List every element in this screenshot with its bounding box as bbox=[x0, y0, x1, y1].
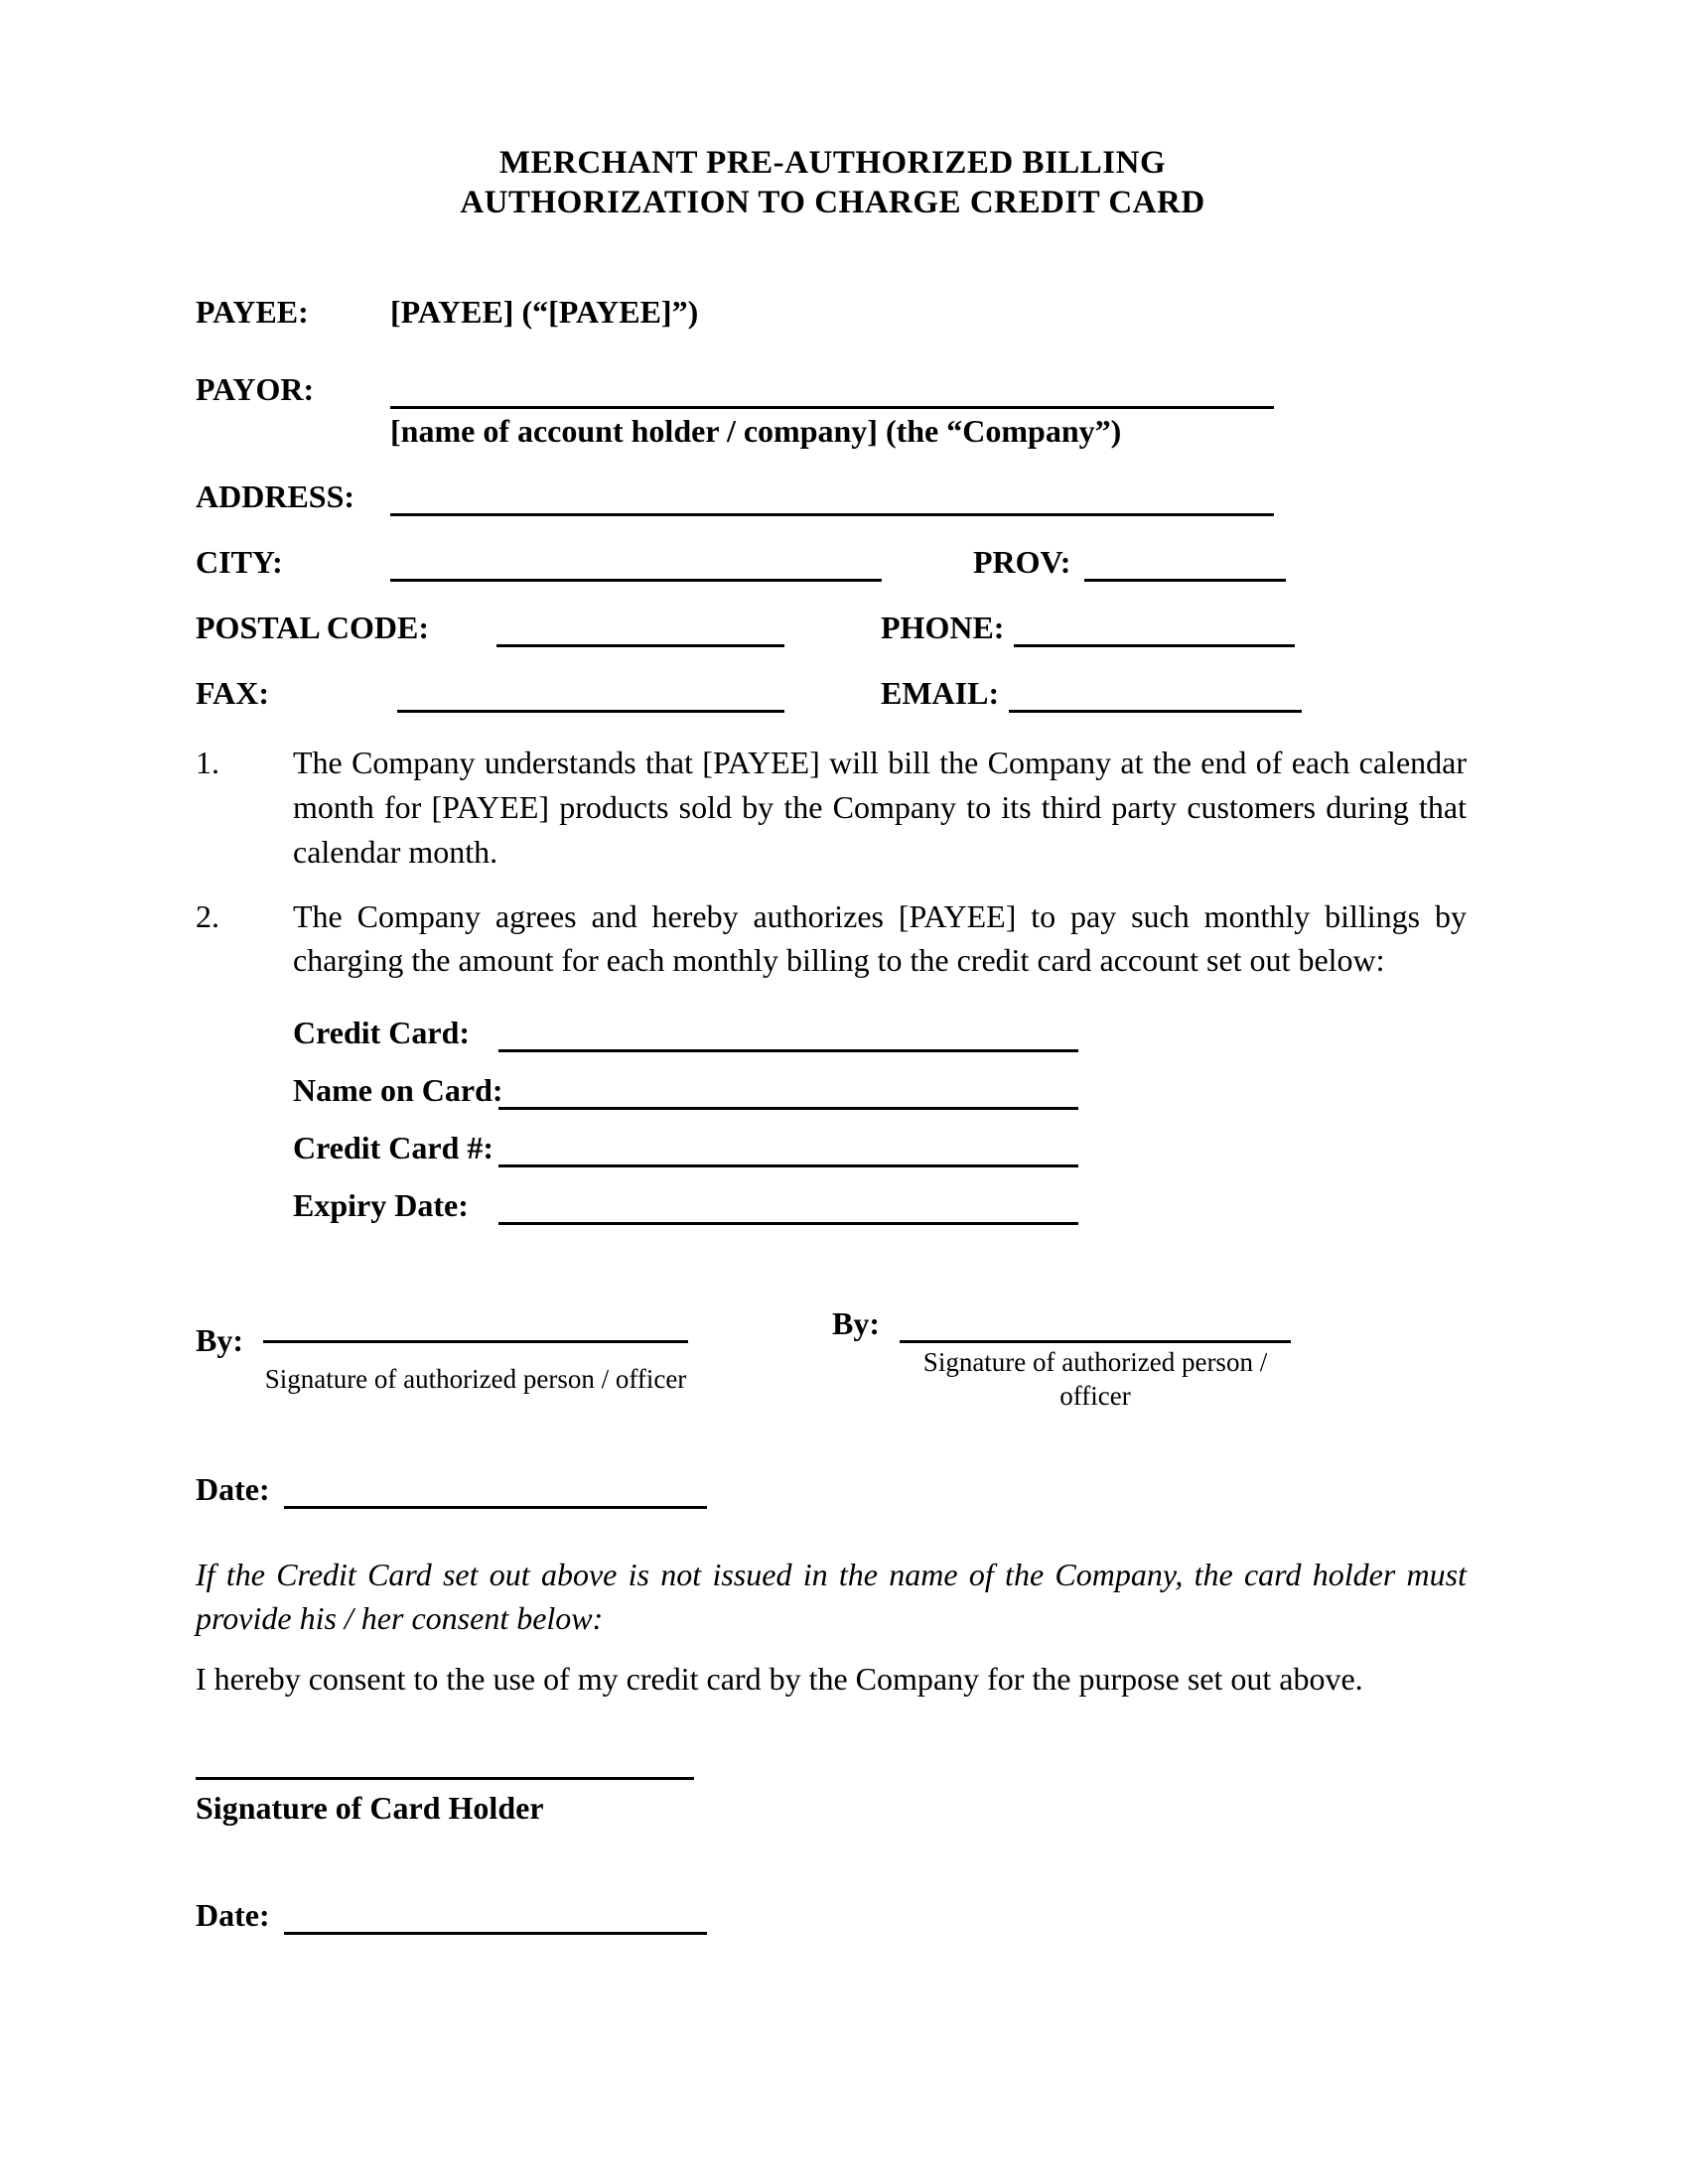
credit-card-number-blank-line bbox=[498, 1125, 1078, 1167]
address-blank-line bbox=[390, 474, 1274, 516]
name-on-card-row bbox=[293, 1064, 1470, 1110]
cardholder-date-label: Date: bbox=[196, 1897, 270, 1934]
date-blank-line bbox=[284, 1466, 707, 1509]
postal-code-blank-line bbox=[496, 605, 784, 647]
expiry-date-row bbox=[293, 1179, 1470, 1225]
payee-label: PAYEE: bbox=[196, 294, 309, 331]
name-on-card-label: Name on Card: bbox=[293, 1072, 503, 1109]
credit-card-type-label: Credit Card: bbox=[293, 1015, 471, 1051]
email-blank-line bbox=[1009, 670, 1302, 713]
credit-card-number-label: Credit Card #: bbox=[293, 1130, 494, 1166]
clause-2-number: 2. bbox=[196, 897, 219, 934]
credit-card-number-row bbox=[293, 1122, 1470, 1167]
phone-blank-line bbox=[1014, 605, 1295, 647]
signature-block-right bbox=[832, 1295, 1291, 1414]
clause-1-number: 1. bbox=[196, 745, 219, 781]
payee-value: [PAYEE] (“[PAYEE]”) bbox=[390, 294, 699, 331]
cardholder-signature-block bbox=[196, 1777, 1470, 1828]
prov-blank-line bbox=[1084, 539, 1286, 582]
by-label-left: By: bbox=[196, 1322, 243, 1359]
cardholder-signature-label: Signature of Card Holder bbox=[196, 1790, 544, 1827]
address-label: ADDRESS: bbox=[196, 478, 355, 515]
signature-block-left bbox=[196, 1295, 688, 1414]
address-row bbox=[196, 471, 1470, 516]
document-title-line2: AUTHORIZATION TO CHARGE CREDIT CARD bbox=[460, 184, 1205, 220]
document-title bbox=[196, 144, 1470, 222]
signature-blank-line-right bbox=[900, 1295, 1291, 1343]
fax-blank-line bbox=[397, 670, 784, 713]
fax-label: FAX: bbox=[196, 675, 270, 712]
credit-card-type-row bbox=[293, 1007, 1470, 1052]
payor-caption: [name of account holder / company] (the “Company”) bbox=[390, 413, 1122, 450]
city-blank-line bbox=[390, 539, 882, 582]
date-label: Date: bbox=[196, 1470, 270, 1507]
cardholder-signature-blank-line bbox=[196, 1777, 694, 1780]
payor-label: PAYOR: bbox=[196, 371, 315, 408]
city-prov-row bbox=[196, 536, 1470, 582]
signature-caption-right: Signature of authorized person / officer bbox=[922, 1347, 1268, 1411]
postal-code-label: POSTAL CODE: bbox=[196, 610, 429, 646]
clause-1 bbox=[196, 741, 1470, 874]
payor-blank-line bbox=[390, 366, 1274, 409]
clause-2 bbox=[196, 894, 1470, 984]
phone-label: PHONE: bbox=[881, 610, 1005, 646]
payee-row bbox=[196, 286, 1470, 332]
document-content bbox=[196, 144, 1470, 1935]
signature-caption-left: Signature of authorized person / officer bbox=[264, 1364, 687, 1395]
by-label-right: By: bbox=[832, 1305, 880, 1342]
payor-row bbox=[196, 363, 1470, 409]
email-label: EMAIL: bbox=[881, 675, 1000, 712]
clause-1-text: The Company understands that [PAYEE] will bill the Company at the end of each calendar month for [PAYEE] products sold by the Company to its third party customers during that calendar month. bbox=[293, 745, 1467, 870]
consent-statement: I hereby consent to the use of my credit card by the Company for the purpose set out above. bbox=[196, 1661, 1363, 1698]
clause-2-text: The Company agrees and hereby authorizes [PAYEE] to pay such monthly billings by charging the amount for each monthly billing to the credit card account set out below: bbox=[293, 897, 1467, 979]
signature-date-row bbox=[196, 1463, 1470, 1509]
cardholder-date-row bbox=[196, 1889, 1470, 1935]
credit-card-type-blank-line bbox=[498, 1010, 1078, 1052]
city-label: CITY: bbox=[196, 544, 283, 581]
fax-email-row bbox=[196, 667, 1470, 713]
cardholder-date-blank-line bbox=[284, 1892, 707, 1935]
signature-blank-line-left bbox=[263, 1295, 688, 1343]
cardholder-condition-text: If the Credit Card set out above is not issued in the name of the Company, the card holder must provide his / her consent below: bbox=[196, 1556, 1467, 1637]
authorized-signatures-row bbox=[196, 1295, 1291, 1414]
prov-label: PROV: bbox=[973, 544, 1071, 581]
postal-phone-row bbox=[196, 602, 1470, 647]
document-title-line1: MERCHANT PRE-AUTHORIZED BILLING bbox=[498, 145, 1167, 181]
expiry-date-blank-line bbox=[498, 1182, 1078, 1225]
expiry-date-label: Expiry Date: bbox=[293, 1187, 469, 1224]
name-on-card-blank-line bbox=[498, 1067, 1078, 1110]
